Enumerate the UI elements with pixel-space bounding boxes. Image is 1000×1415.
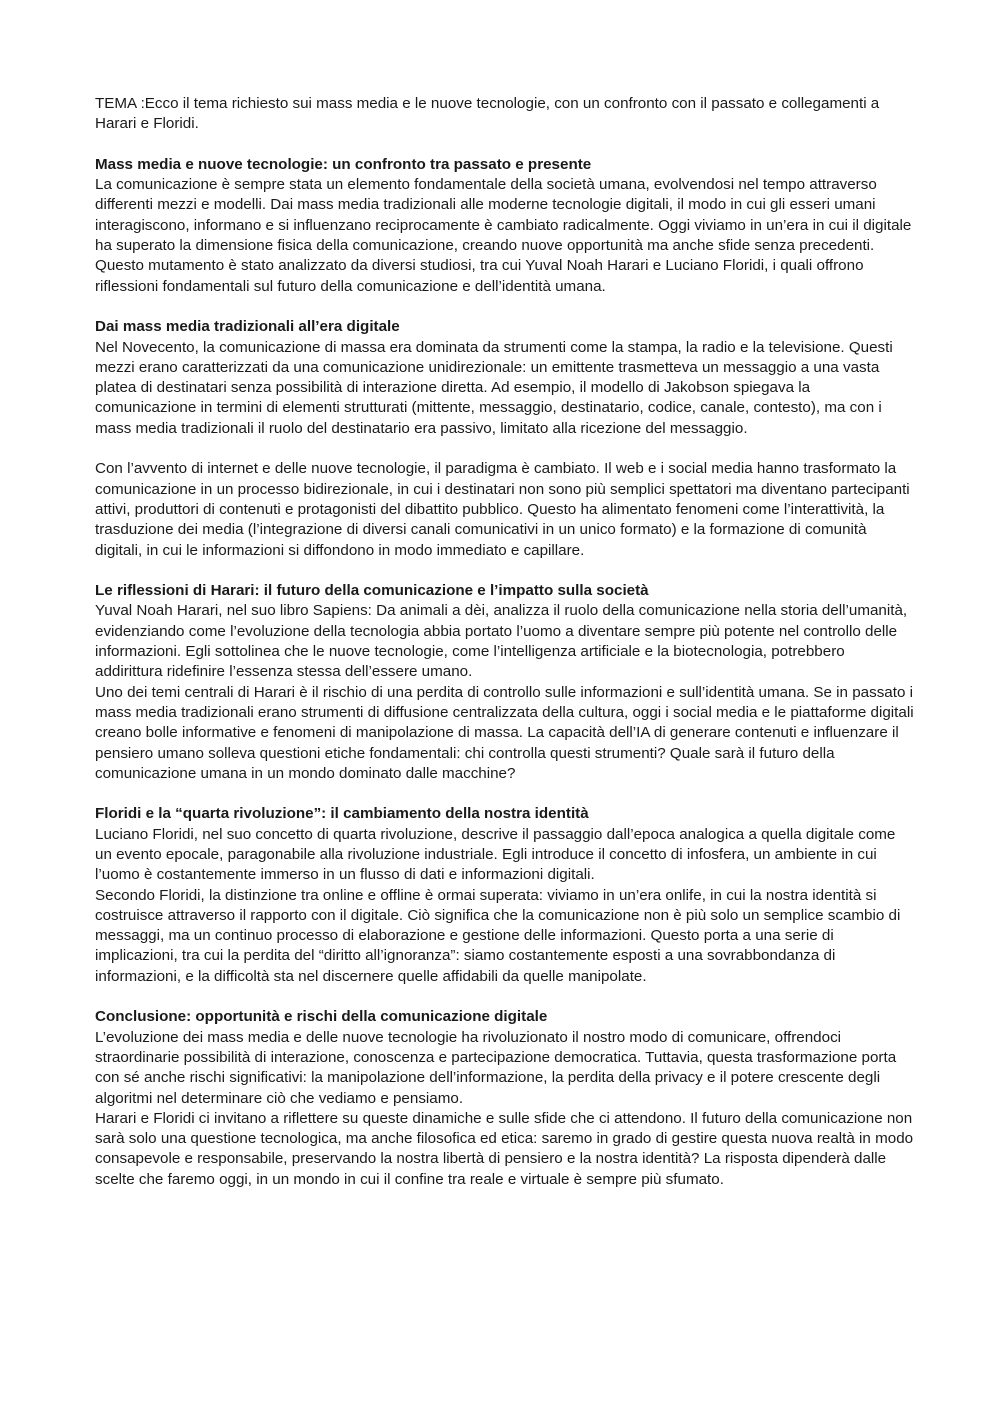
section-heading: Dai mass media tradizionali all’era digitale [95,318,400,336]
spacer [95,135,915,155]
body-paragraph: Con l’avvento di internet e delle nuove tecnologie, il paradigma è cambiato. Il web e i social media hanno trasformato la comunicazione in un processo bidirezionale, in cui i destinatari non sono più semplici spettatori ma diventano partecipanti attivi, produttori di contenuti e protagonisti del dibattito pubblico. Questo ha alimentato fenomeni come l’interattività, la trasduzione dei media (l’integrazione di diversi canali comunicativi in un unico formato) e la formazione di comunità digitali, in cui le informazioni si diffondono in modo immediato e capillare. [95,460,910,559]
spacer [95,297,915,317]
spacer [95,561,915,581]
section-heading: Mass media e nuove tecnologie: un confronto tra passato e presente [95,155,592,173]
spacer [95,784,915,804]
body-paragraph: Harari e Floridi ci invitano a riflettere su queste dinamiche e sulle sfide che ci attendono. Il futuro della comunicazione non sarà solo una questione tecnologica, ma anche filosofica ed etica: saremo in grado di gestire questa nuova realtà in modo consapevole e responsabile, preservando la nostra libertà di pensiero e la nostra identità? La risposta dipenderà dalle scelte che faremo oggi, in un mondo in cui il confine tra reale e virtuale è sempre più sfumato. [95,1109,914,1188]
section-heading: Floridi e la “quarta rivoluzione”: il cambiamento della nostra identità [95,805,589,823]
body-paragraph: Yuval Noah Harari, nel suo libro Sapiens: Da animali a dèi, analizza il ruolo della comunicazione nella storia dell’umanità, evidenziando come l’evoluzione della tecnologia abbia portato l’uomo a diventare sempre più potente nel controllo delle informazioni. Egli sottolinea che le nuove tecnologie, come l’intelligenza artificiale e la biotecnologia, potrebbero addirittura ridefinire l’essenza stessa dell’essere umano. [95,602,908,681]
section-heading: Conclusione: opportunità e rischi della comunicazione digitale [95,1008,548,1026]
body-paragraph: L’evoluzione dei mass media e delle nuove tecnologie ha rivoluzionato il nostro modo di comunicare, offrendoci straordinarie possibilità di interazione, conoscenza e partecipazione democratica. Tuttavia, questa trasformazione porta con sé anche rischi significativi: la manipolazione dell’informazione, la perdita della privacy e il potere crescente degli algoritmi nel determinare ciò che vediamo e pensiamo. [95,1028,897,1107]
body-paragraph: La comunicazione è sempre stata un elemento fondamentale della società umana, evolvendosi nel tempo attraverso differenti mezzi e modelli. Dai mass media tradizionali alle moderne tecnologie digitali, il modo in cui gli esseri umani interagiscono, informano e si influenzano reciprocamente è cambiato radicalmente. Oggi viviamo in un’era in cui il digitale ha superato la dimensione fisica della comunicazione, creando nuove opportunità ma anche sfide senza precedenti. Questo mutamento è stato analizzato da diversi studiosi, tra cui Yuval Noah Harari e Luciano Floridi, i quali offrono riflessioni fondamentali sul futuro della comunicazione e dell’identità umana. [95,176,912,295]
intro-paragraph: TEMA :Ecco il tema richiesto sui mass media e le nuove tecnologie, con un confronto con il passato e collegamenti a Harari e Floridi. [95,95,880,133]
body-paragraph: Nel Novecento, la comunicazione di massa era dominata da strumenti come la stampa, la radio e la televisione. Questi mezzi erano caratterizzati da una comunicazione unidirezionale: un emittente trasmetteva un messaggio a una vasta platea di destinatari senza possibilità di interazione diretta. Ad esempio, il modello di Jakobson spiegava la comunicazione in termini di elementi strutturati (mittente, messaggio, destinatario, codice, canale, contesto), ma con i mass media tradizionali il ruolo del destinatario era passivo, limitato alla ricezione del messaggio. [95,338,893,437]
body-paragraph: Secondo Floridi, la distinzione tra online e offline è ormai superata: viviamo in un’era onlife, in cui la nostra identità si costruisce attraverso il rapporto con il digitale. Ciò significa che la comunicazione non è più solo un semplice scambio di messaggi, ma un continuo processo di elaborazione e gestione delle informazioni. Questo porta a una serie di implicazioni, tra cui la perdita del “diritto all’ignoranza”: siamo costantemente esposti a una sovrabbondanza di informazioni, e la difficoltà sta nel discernere quelle affidabili da quelle manipolate. [95,886,901,985]
body-paragraph: Uno dei temi centrali di Harari è il rischio di una perdita di controllo sulle informazioni e sull’identità umana. Se in passato i mass media tradizionali erano strumenti di diffusione centralizzata della cultura, oggi i social media e le piattaforme digitali creano bolle informative e fenomeni di manipolazione di massa. La capacità dell’IA di generare contenuti e influenzare il pensiero umano solleva questioni etiche fondamentali: chi controlla questi strumenti? Quale sarà il futuro della comunicazione umana in un mondo dominato dalle macchine? [95,683,914,782]
spacer [95,439,915,459]
spacer [95,987,915,1007]
section-heading: Le riflessioni di Harari: il futuro della comunicazione e l’impatto sulla società [95,582,649,600]
document-page [95,94,915,1190]
body-paragraph: Luciano Floridi, nel suo concetto di quarta rivoluzione, descrive il passaggio dall’epoca analogica a quella digitale come un evento epocale, paragonabile alla rivoluzione industriale. Egli introduce il concetto di infosfera, un ambiente in cui l’uomo è costantemente immerso in un flusso di dati e informazioni digitali. [95,825,896,884]
